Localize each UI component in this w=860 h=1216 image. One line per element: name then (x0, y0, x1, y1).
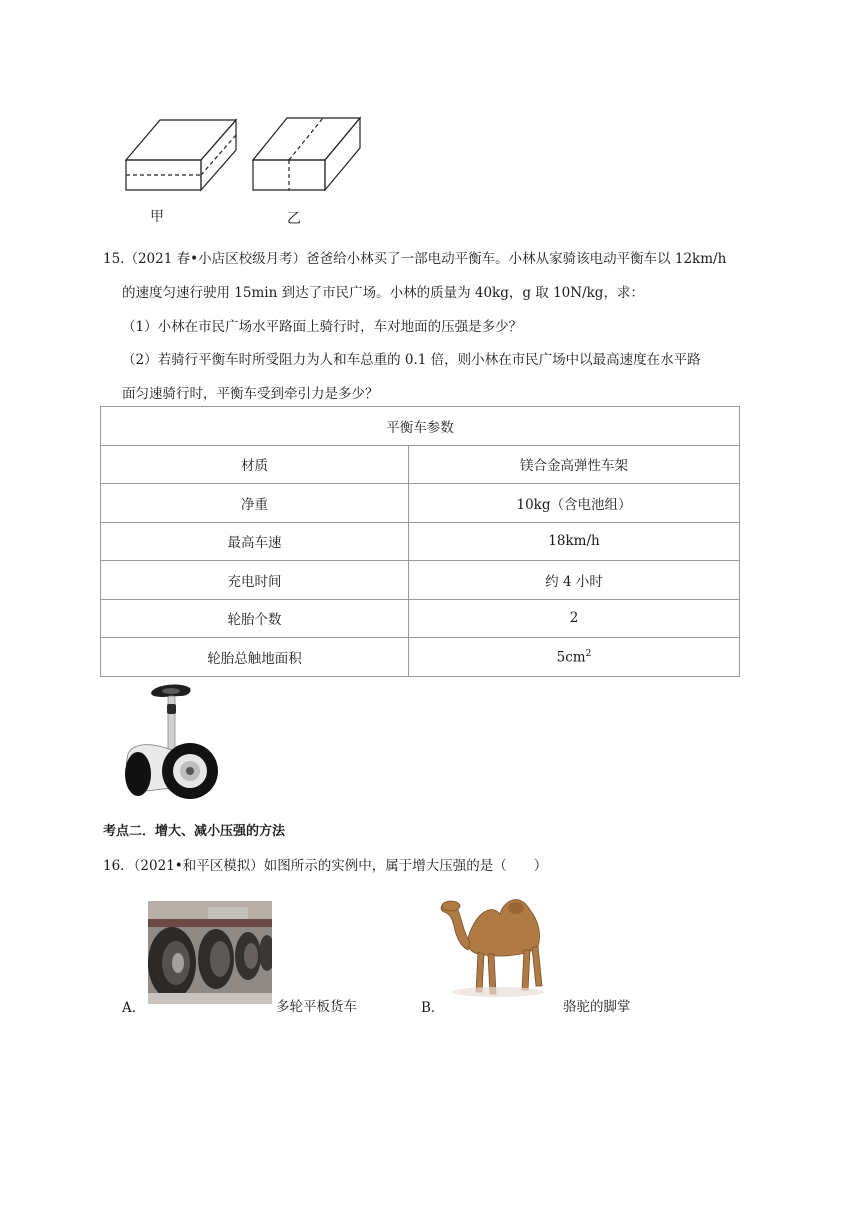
option-a-caption: 多轮平板货车 (276, 999, 357, 1015)
table-row (101, 522, 740, 561)
superscript: 2 (585, 648, 592, 659)
balance-car-image (118, 682, 223, 804)
table-cell-label: 轮胎个数 (101, 599, 409, 638)
option-a-letter: A． (122, 1000, 146, 1016)
table-cell-value: 10kg（含电池组） (409, 484, 740, 523)
section-title: 考点二．增大、减小压强的方法 (103, 824, 286, 839)
balance-car-params-table (100, 406, 740, 677)
table-cell-label: 材质 (101, 445, 409, 484)
box-jia (126, 120, 236, 190)
q15-line-1: 15.（2021 春•小店区校级月考）爸爸给小林买了一部电动平衡车。小林从家骑该电动平衡车以 12km/h (103, 251, 727, 267)
table-cell-label: 最高车速 (101, 522, 409, 561)
table-title: 平衡车参数 (101, 407, 740, 446)
table-cell-value: 约 4 小时 (409, 561, 740, 600)
table-row (101, 445, 740, 484)
q15-line-3: （1）小林在市民广场水平路面上骑行时，车对地面的压强是多少？ (122, 319, 523, 335)
figure-label-jia: 甲 (150, 209, 164, 225)
table-cell-label: 轮胎总触地面积 (101, 638, 409, 677)
box-figure (120, 110, 370, 200)
q15-line-5: 面匀速骑行时，平衡车受到牵引力是多少？ (122, 386, 379, 402)
table-cell-value-text: 5cm (556, 649, 586, 665)
option-b-caption: 骆驼的脚掌 (563, 999, 631, 1015)
table-row (101, 638, 740, 677)
table-cell-value: 镁合金高弹性车架 (409, 445, 740, 484)
option-b-letter: B． (421, 1000, 445, 1016)
table-cell-value (409, 638, 740, 677)
camel-image (438, 880, 556, 1004)
table-cell-label: 充电时间 (101, 561, 409, 600)
q15-line-2: 的速度匀速行驶用 15min 到达了市民广场。小林的质量为 40kg，g 取 10N/kg，求： (122, 285, 644, 301)
figure-label-yi: 乙 (287, 211, 301, 227)
table-cell-value: 18km/h (409, 522, 740, 561)
q16-stem: 16．（2021•和平区模拟）如图所示的实例中，属于增大压强的是（ ） (103, 858, 548, 874)
table-row (101, 484, 740, 523)
table-title-row (101, 407, 740, 446)
box-yi (253, 118, 360, 190)
table-cell-value: 2 (409, 599, 740, 638)
table-row (101, 561, 740, 600)
table-row (101, 599, 740, 638)
q15-line-4: （2）若骑行平衡车时所受阻力为人和车总重的 0.1 倍，则小林在市民广场中以最高速度在水平路 (122, 352, 701, 368)
table-cell-label: 净重 (101, 484, 409, 523)
truck-wheels-image (148, 901, 272, 1004)
